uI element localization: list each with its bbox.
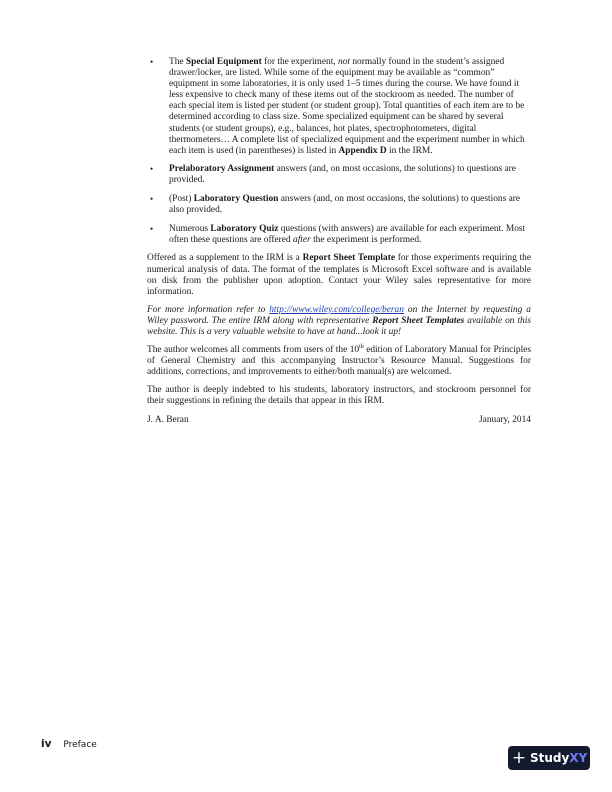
page-number: iv xyxy=(41,738,52,750)
signature-date: January, 2014 xyxy=(479,414,531,425)
comments-paragraph: The author welcomes all comments from users of the 10th edition of Laboratory Manual for Principles of General Chemistry and this accompanying Instructor’s Resource Manual. Suggestions for additions, corrections, and improvements to either/both manual(s) are welcomed. xyxy=(147,343,531,378)
page-body xyxy=(147,57,531,426)
footer-section: Preface xyxy=(63,740,97,750)
badge-text-main: Study xyxy=(530,751,570,765)
bullet-icon: • xyxy=(150,57,154,67)
bullet-icon: • xyxy=(150,194,154,205)
list-item-lab-question: • (Post) Laboratory Question answers (and, on most occasions, the solutions) to questions are also provided. xyxy=(150,194,521,216)
bullet-icon: • xyxy=(150,223,154,234)
badge-text-accent: XY xyxy=(569,751,588,765)
signature-line xyxy=(147,415,531,426)
list-item-prelab: • Prelaboratory Assignment answers (and, on most occasions, the solutions) to questions are provided. xyxy=(150,164,516,186)
page-footer xyxy=(41,738,97,750)
list-item-special-equipment: • The Special Equipment for the experiment, not normally found in the student’s assigned drawer/locker, are listed. While some of the equipment may be available as “common” equipment in some laboratories, it is only used 1–5 times during the course. We have found it less expensive to check many of these items out of the stockroom as needed. The number of each special item is listed per student (or student group). Total quantities of each item are to be determined according to class size. Some specialized equipment can be shared by several students (or student groups), e.g., balances, hot plates, spectrophotometers, digital thermometers… A complete list of specialized equipment and the experiment number in which each item is used (in parentheses) is listed in Appendix D in the IRM. xyxy=(150,57,525,156)
supplement-paragraph: Offered as a supplement to the IRM is a Report Sheet Template for those experiments requiring the numerical analysis of data. The format of the templates is Microsoft Excel software and is available on disk from the publisher upon adoption. Contact your Wiley sales representative for more information. xyxy=(147,253,531,297)
thanks-paragraph: The author is deeply indebted to his students, laboratory instructors, and stockroom personnel for their suggestions in refining the details that appear in this IRM. xyxy=(147,385,531,407)
ancillary-list xyxy=(147,57,531,246)
studyxy-badge[interactable] xyxy=(508,746,590,770)
info-note: For more information refer to http://www.wiley.com/college/beran on the Internet by requesting a Wiley password. The entire IRM along with representative Report Sheet Templates available on this website. This is a very valuable website to have at hand...look it up! xyxy=(147,304,532,337)
wiley-link[interactable]: http://www.wiley.com/college/beran xyxy=(269,304,404,315)
bullet-icon: • xyxy=(150,164,154,175)
list-item-lab-quiz: • Numerous Laboratory Quiz questions (with answers) are available for each experiment. Most often these questions are offered after the experiment is performed. xyxy=(150,223,526,245)
plus-icon: + xyxy=(511,748,527,768)
author-name: J. A. Beran xyxy=(147,414,189,425)
